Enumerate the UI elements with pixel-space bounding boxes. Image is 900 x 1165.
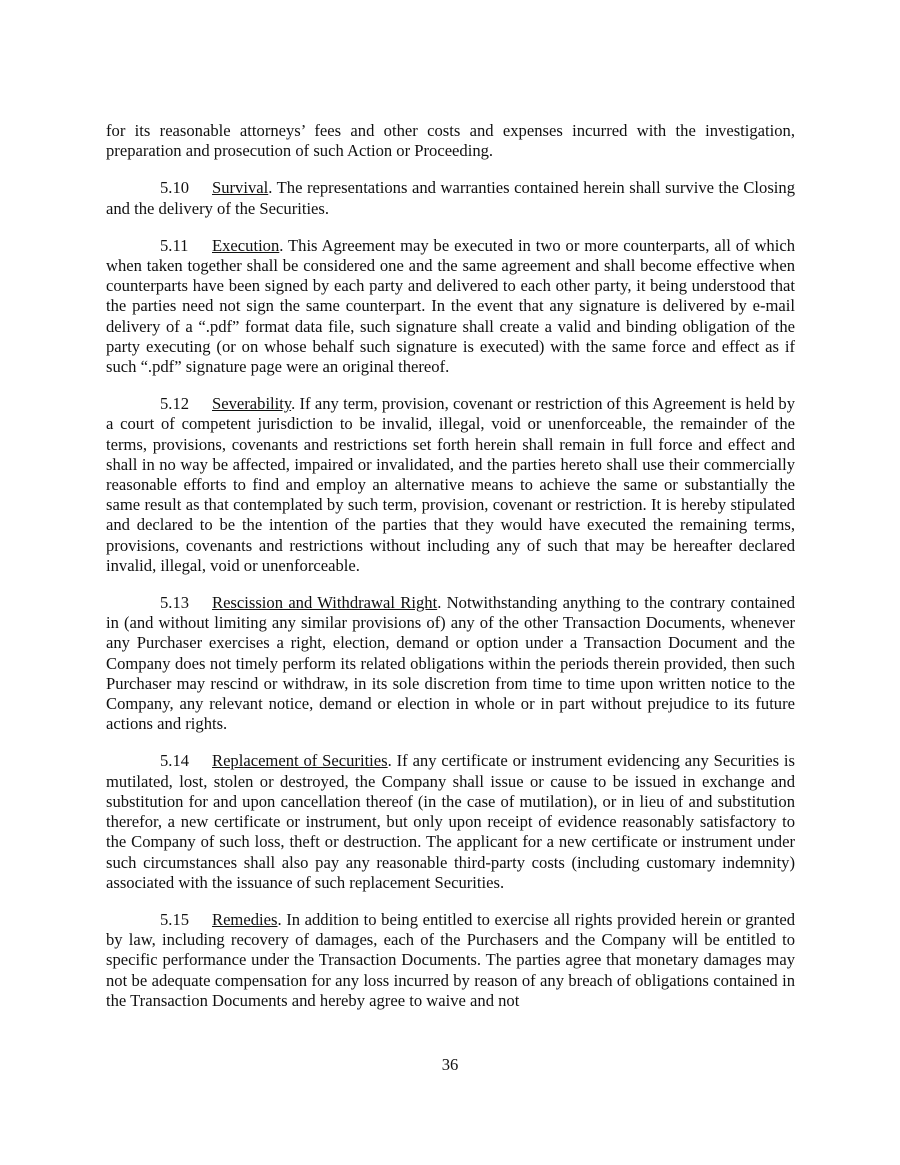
section-heading: Remedies	[212, 909, 278, 929]
section-text: . If any term, provision, covenant or restriction of this Agreement is held by a court of competent jurisdiction to be invalid, illegal, void or unenforceable, the remainder of the terms, provisions, covenants and restrictions set forth herein shall remain in full force and effect and shall in no way be affected, impaired or invalidated, and the parties hereto shall use their commercially reasonable efforts to find and employ an alternative means to achieve the same or substantially the same result as that contemplated by such term, provision, covenant or restriction. It is hereby stipulated and declared to be the intention of the parties that they would have executed the remaining terms, provisions, covenants and restrictions without including any of such that may be hereafter declared invalid, illegal, void or unenforceable.	[106, 394, 795, 575]
section-5-12	[106, 394, 795, 576]
section-text: . In addition to being entitled to exercise all rights provided herein or granted by law, including recovery of damages, each of the Purchasers and the Company will be entitled to specific performance under the Transaction Documents. The parties agree that monetary damages may not be adequate compensation for any loss incurred by reason of any breach of obligations contained in the Transaction Documents and hereby agree to waive and not	[106, 909, 795, 1010]
section-text: . If any certificate or instrument evidencing any Securities is mutilated, lost, stolen or destroyed, the Company shall issue or cause to be issued in exchange and substitution for and upon cancellation thereof (in the case of mutilation), or in lieu of and substitution therefor, a new certificate or instrument, but only upon receipt of evidence reasonably satisfactory to the Company of such loss, theft or destruction. The applicant for a new certificate or instrument under such circumstances shall also pay any reasonable third-party costs (including customary indemnity) associated with the issuance of such replacement Securities.	[106, 751, 795, 892]
section-heading: Replacement of Securities	[212, 751, 388, 771]
section-text: . The representations and warranties contained herein shall survive the Closing and the delivery of the Securities.	[106, 178, 795, 218]
page-number: 36	[441, 1055, 459, 1074]
section-number: 5.11	[160, 235, 189, 255]
continuation-paragraph: for its reasonable attorneys’ fees and other costs and expenses incurred with the investigation, preparation and prosecution of such Action or Proceeding.	[106, 121, 795, 161]
section-5-10	[106, 178, 795, 218]
section-number: 5.15	[160, 909, 190, 929]
section-5-11	[106, 236, 795, 377]
section-heading: Severability	[212, 394, 292, 414]
document-page-body	[106, 121, 795, 1028]
section-number: 5.14	[160, 751, 190, 771]
section-number: 5.13	[160, 593, 190, 613]
section-5-13	[106, 593, 795, 734]
section-number: 5.12	[160, 394, 190, 414]
section-5-14	[106, 751, 795, 892]
section-text: . This Agreement may be executed in two or more counterparts, all of which when taken together shall be considered one and the same agreement and shall become effective when counterparts have been signed by each party and delivered to each other party, it being understood that the parties need not sign the same counterpart. In the event that any signature is delivered by e-mail delivery of a “.pdf” format data file, such signature shall create a valid and binding obligation of the party executing (or on whose behalf such signature is executed) with the same force and effect as if such “.pdf” signature page were an original thereof.	[106, 235, 795, 377]
section-heading: Rescission and Withdrawal Right	[212, 593, 438, 613]
section-text: . Notwithstanding anything to the contrary contained in (and without limiting any similar provisions of) any of the other Transaction Documents, whenever any Purchaser exercises a right, election, demand or option under a Transaction Document and the Company does not timely perform its related obligations within the periods therein provided, then such Purchaser may rescind or withdraw, in its sole discretion from time to time upon written notice to the Company, any relevant notice, demand or election in whole or in part without prejudice to its future actions and rights.	[106, 593, 795, 734]
section-heading: Survival	[212, 178, 269, 198]
section-number: 5.10	[160, 178, 190, 198]
section-heading: Execution	[212, 235, 280, 255]
section-5-15	[106, 910, 795, 1011]
